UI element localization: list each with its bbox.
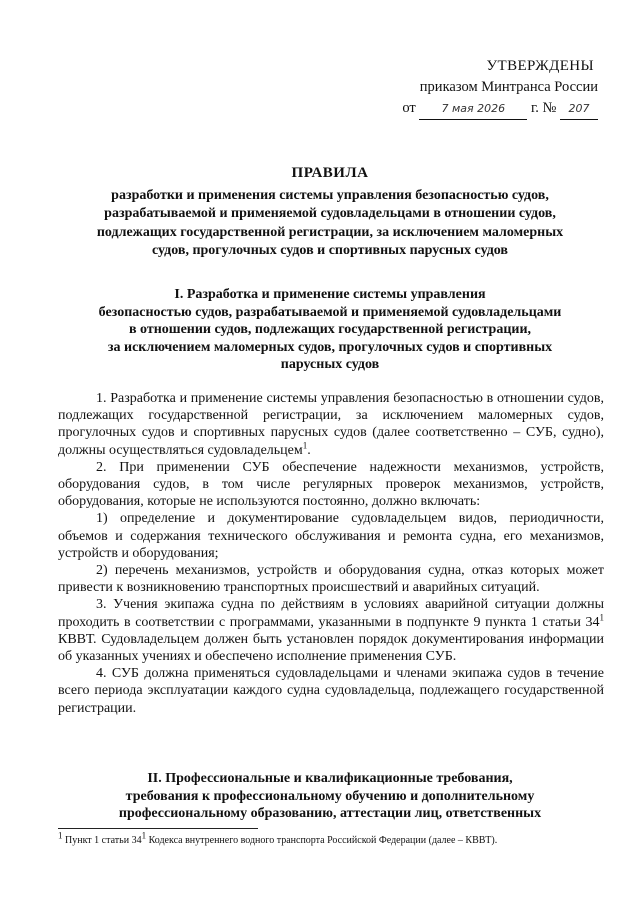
approval-title: УТВЕРЖДЕНЫ <box>486 58 594 74</box>
approval-from-label: от <box>402 100 416 116</box>
approval-number-handwritten: 207 <box>560 98 598 120</box>
paragraph: 3. Учения экипажа судна по действиям в условиях аварийной ситуации должны проходить в соответствии с программами, указанными в подпункте 9 пункта 1 статьи $34^1$ КВВТ. Судовладельцем должен быть установлен порядок документирования информации об указанных учениях и обеспечено исполнение применения СУБ. <box>58 597 604 665</box>
approval-date-line <box>402 98 598 120</box>
section-heading-line: парусных судов <box>280 357 380 372</box>
document-title-line: разработки и применения системы управления безопасностью судов, <box>111 187 549 203</box>
document-title <box>60 164 600 261</box>
section-heading-line: профессиональному образованию, аттестации лиц, ответственных <box>118 806 542 821</box>
section-heading-line: I. Разработка и применение системы управления <box>174 287 486 302</box>
document-title-line: разрабатываемой и применяемой судовладельцами в отношении судов, <box>104 206 556 221</box>
footnote-marker: 1 <box>58 830 63 841</box>
section-heading-1 <box>60 286 600 374</box>
paragraph: 1) определение и документирование судовладельцем видов, периодичности, объемов и содержания технического обслуживания и ремонта судна, его механизмов, устройств и оборудования; <box>58 511 604 561</box>
footnote-article-sup: 1 <box>141 830 147 841</box>
document-title-line: подлежащих государственной регистрации, за исключением маломерных <box>96 224 564 240</box>
document-title-main: ПРАВИЛА <box>291 165 369 181</box>
section-heading-2 <box>60 770 600 823</box>
section-heading-line: в отношении судов, подлежащих государственной регистрации, <box>128 322 532 337</box>
document-title-line: судов, прогулочных судов и спортивных парусных судов <box>152 243 508 258</box>
paragraph: 4. СУБ должна применяться судовладельцами и членами экипажа судов в течение всего периода эксплуатации каждого судна судовладельца, подлежащего государственной регистрации. <box>58 666 604 716</box>
section-heading-line: безопасностью судов, разрабатываемой и применяемой судовладельцами <box>98 304 562 320</box>
footnote: $^1$ Пункт 1 статьи $34^1$ Кодекса внутреннего водного транспорта Российской Федерации (далее – КВВТ). <box>58 830 498 846</box>
paragraph: 2. При применении СУБ обеспечение надежности механизмов, устройств, оборудования судов, в том числе регулярных проверок механизмов, устройств, оборудования, которые не используются постоянно, должно включать: <box>58 459 604 510</box>
approval-date-handwritten: 7 мая 2026 <box>419 98 527 120</box>
approval-year-suffix: г. № <box>530 100 557 116</box>
section-heading-line: требования к профессиональному обучению и дополнительному <box>125 788 535 804</box>
approval-stamp <box>402 56 598 120</box>
article-sup: 1 <box>599 611 604 622</box>
paragraph: 1. Разработка и применение системы управления безопасностью в отношении судов, подлежащих государственной регистрации, за исключением маломерных судов, прогулочных судов и спортивных парусных судов (далее соответственно – СУБ, судно), должны осуществляться судовладельцем$^1$. <box>58 391 604 458</box>
approval-order: приказом Минтранса России <box>419 79 598 95</box>
section-heading-line: II. Профессиональные и квалификационные требования, <box>147 771 513 786</box>
section-heading-line: за исключением маломерных судов, прогулочных судов и спортивных <box>107 339 553 355</box>
footnote-divider <box>58 828 258 829</box>
footnote-ref: 1 <box>302 439 308 450</box>
paragraph: 2) перечень механизмов, устройств и оборудования судна, отказ которых может привести к возникновению транспортных происшествий и аварийных ситуаций. <box>58 563 604 596</box>
document-body <box>58 390 604 717</box>
